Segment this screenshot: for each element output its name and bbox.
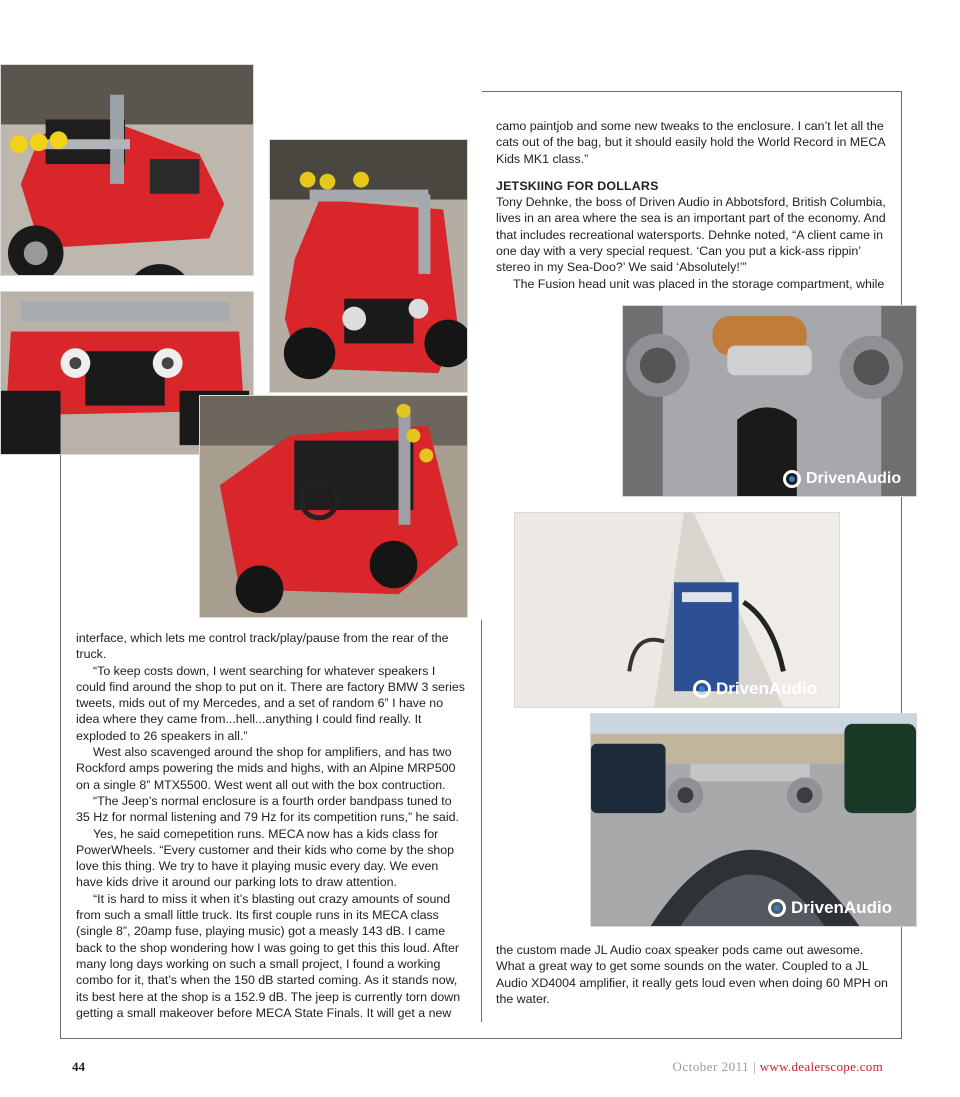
website-link[interactable]: www.dealerscope.com <box>759 1059 883 1074</box>
jeep-photo-side <box>0 64 254 276</box>
paragraph: “The Jeep’s normal enclosure is a fourth order bandpass tuned to 35 Hz for normal listening and 79 Hz for its competition runs,” he said. <box>76 793 459 825</box>
frame-rule-left <box>60 440 61 1039</box>
driven-audio-logo: DrivenAudio <box>768 898 892 918</box>
paragraph: interface, which lets me control track/play/pause from the rear of the truck. <box>76 631 449 662</box>
footer-separator: | <box>753 1059 756 1074</box>
seadoo-photo-pods <box>622 305 917 497</box>
paragraph: “To keep costs down, I went searching for whatever speakers I could find around the shop to put on it. There are factory BMW 3 series tweets, mids out of my Mercedes, and a set of random 6” I have no idea where they came from...hell...anything I could find really. It exploded to 26 speakers in all.” <box>76 663 465 743</box>
paragraph: West also scavenged around the shop for amplifiers, and has two Rockford amps powering the mids and highs, with an Alpine MRP500 on a single 8” MTX5500. West went all out with the box contruction. <box>76 745 456 792</box>
paragraph: Yes, he said comepetition runs. MECA now has a kids class for PowerWheels. “Every customer and their kids who come by the shop love this thing. We try to have it playing music every day. We even have kids drive it around our parking lots to draw attention. <box>76 826 455 890</box>
left-column-text <box>76 630 467 1021</box>
paragraph: “It is hard to miss it when it’s blasting out crazy amounts of sound from such a small little truck. Its first couple runs in its MECA class (single 8”, 20amp fuse, playing music) got a measly 143 dB. I came back to the shop wondering how I was going to get this this loud. After many long days working on such a small project, I found a working combo for it, that’s when the 150 dB started coming. As it stands now, its best here at the shop is a 152.9 dB. The jeep is currently torn down getting a small makeover before MECA State Finals. It will get a new <box>76 891 461 1020</box>
footer-publication <box>672 1059 883 1075</box>
column-divider <box>481 620 482 1022</box>
paragraph: Tony Dehnke, the boss of Driven Audio in Abbotsford, British Columbia, lives in an area where the sea is an important part of the economy. And that includes recreational watersports. Dehnke noted, “A client came in one day with a very special request. ‘Can you put a kick-ass rippin’ stereo in my Sea-Doo?’ We said ‘Absolutely!’” <box>496 195 886 275</box>
frame-rule-bottom <box>60 1038 902 1039</box>
paragraph: The Fusion head unit was placed in the storage compartment, while <box>513 276 885 291</box>
section-heading: JETSKIING FOR DOLLARS <box>496 178 659 193</box>
issue-date: October 2011 <box>672 1059 750 1074</box>
page-number: 44 <box>72 1059 85 1074</box>
right-column-top-text <box>496 118 888 292</box>
seadoo-photo-amplifier <box>514 512 840 708</box>
jeep-photo-interior <box>199 395 468 618</box>
driven-audio-logo: DrivenAudio <box>693 679 817 699</box>
paragraph: the custom made JL Audio coax speaker pods came out awesome. What a great way to get some sounds on the water. Coupled to a JL Audio XD4004 amplifier, it really gets loud even when doing 60 MPH on the water. <box>496 943 888 1006</box>
frame-rule-top <box>482 91 902 92</box>
right-column-bottom-text <box>496 942 888 1007</box>
jeep-photo-front-angle <box>269 139 468 393</box>
paragraph: camo paintjob and some new tweaks to the enclosure. I can’t let all the cats out of the bag, but it should easily hold the World Record in MECA Kids MK1 class.” <box>496 119 885 166</box>
driven-audio-logo: DrivenAudio <box>783 470 901 488</box>
seadoo-photo-parking <box>590 713 917 927</box>
